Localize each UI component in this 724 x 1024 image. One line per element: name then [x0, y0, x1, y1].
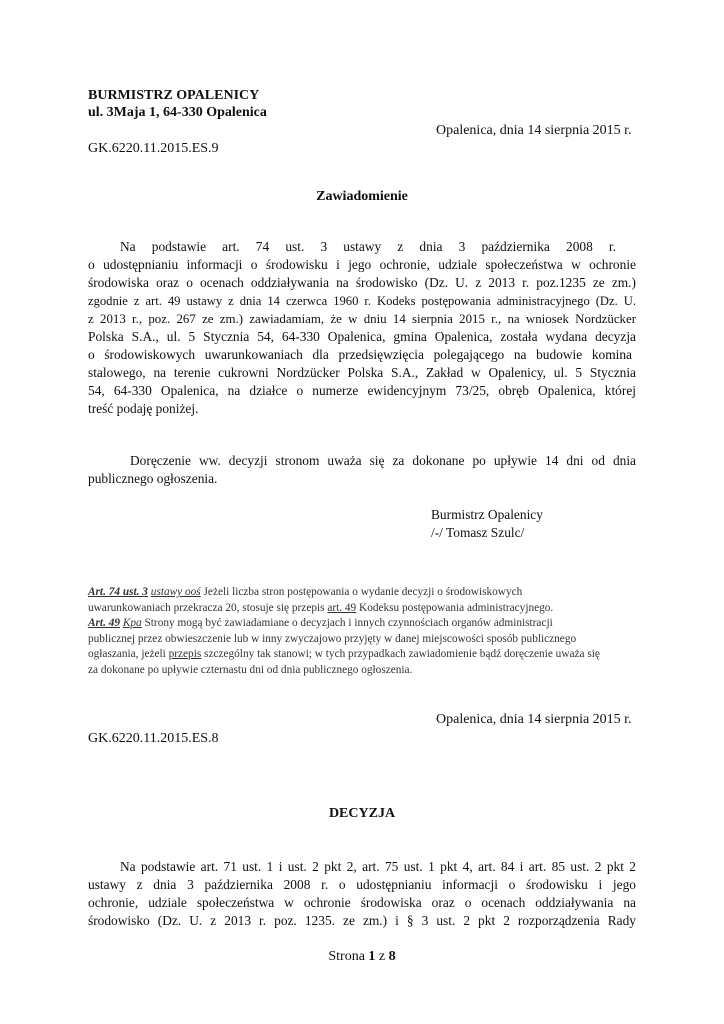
decision-place-date: Opalenica, dnia 14 sierpnia 2015 r.	[436, 712, 632, 727]
notice-line: środowiska oraz o ocenach oddziaływania na środowisko (Dz. U. z 2013 r. poz.1235 ze zm.)	[88, 275, 636, 290]
legal-note-1-text: Jeżeli liczba stron postępowania o wydanie decyzji o środowiskowych	[200, 586, 523, 598]
page-number-total: 8	[388, 949, 396, 964]
legal-note-2-text: Strony mogą być zawiadamiane o decyzjach i innych czynnościach organów administracji	[141, 617, 553, 629]
decision-line: środowisko (Dz. U. z 2013 r. poz. 1235. ze zm.) i § 3 ust. 2 pkt 2 rozporządzenia Rady	[88, 913, 636, 928]
decision-paragraph	[88, 858, 636, 930]
legal-note-2-line2: publicznej przez obwieszczenie lub w inny zwyczajowo przyjęty w danej miejscowości sposób publicznego	[88, 632, 577, 645]
authority-name: BURMISTRZ OPALENICY	[88, 88, 260, 103]
legal-note-1-link[interactable]: art. 49	[327, 601, 357, 614]
legal-note-2-ref[interactable]: Art. 49	[88, 617, 121, 629]
legal-note-2-act[interactable]: Kpa	[122, 617, 142, 629]
notice-line: o udostępnianiu informacji o środowisku i jego ochronie, udziale społeczeństwa w ochronie	[88, 257, 636, 272]
notice-paragraph	[88, 238, 636, 418]
legal-note-2-line3	[88, 647, 638, 663]
notice-line: 54, 64-330 Opalenica, na działce o numerze ewidencyjnym 73/25, obręb Opalenica, której	[88, 383, 636, 398]
decision-title: DECYZJA	[328, 806, 396, 821]
legal-note-2-link[interactable]: przepis	[168, 648, 202, 660]
legal-notes	[88, 585, 638, 678]
page-number-of: z	[378, 949, 386, 964]
notice-line: z 2013 r., poz. 267 ze zm.) zawiadamiam, że w dniu 14 sierpnia 2015 r., na wniosek Nordzücker	[88, 312, 636, 326]
notice-line: stalowego, na terenie cukrowni Nordzücker Polska S.A., Zakład w Opalenicy, ul. 5 Stycznia	[88, 365, 636, 380]
legal-note-2-text: ogłaszania, jeżeli	[88, 648, 169, 660]
notice-line: o środowiskowych uwarunkowaniach dla przedsięwzięcia polegającego na budowie komina	[88, 347, 632, 362]
notice-line: zgodnie z art. 49 ustawy z dnia 14 czerwca 1960 r. Kodeks postępowania administracyjnego (Dz. U.	[88, 294, 636, 308]
legal-note-1-text: uwarunkowaniach przekracza 20, stosuje się przepis	[88, 601, 328, 614]
legal-note-2-text: szczególny tak stanowi; w tych przypadkach zawiadomienie bądź doręczenie uważa się	[201, 648, 600, 660]
decision-line: ustawy z dnia 3 października 2008 r. o udostępnianiu informacji o środowisku i jego	[88, 877, 636, 892]
legal-note-1	[88, 585, 638, 601]
page-number	[88, 948, 636, 966]
decision-line: ochronie, udziale społeczeństwa w ochronie środowiska oraz o ocenach oddziaływania na	[88, 895, 636, 910]
decision-reference-number: GK.6220.11.2015.ES.8	[88, 731, 219, 746]
legal-note-1-act[interactable]: ustawy ooś	[150, 586, 201, 598]
notice-reference-number: GK.6220.11.2015.ES.9	[88, 141, 219, 156]
notice-place-date: Opalenica, dnia 14 sierpnia 2015 r.	[436, 123, 632, 138]
authority-address: ul. 3Maja 1, 64-330 Opalenica	[88, 105, 267, 120]
notice-line: Polska S.A., ul. 5 Stycznia 54, 64-330 Opalenica, gmina Opalenica, została wydana decyzja	[88, 329, 636, 344]
delivery-line: Doręczenie ww. decyzji stronom uważa się za dokonane po upływie 14 dni od dnia	[130, 453, 636, 468]
legal-note-2	[88, 616, 638, 632]
legal-note-1-ref[interactable]: Art. 74 ust. 3	[88, 586, 148, 598]
notice-line: Na podstawie art. 74 ust. 3 ustawy z dnia 3 października 2008 r.	[120, 239, 616, 254]
decision-line: Na podstawie art. 71 ust. 1 i ust. 2 pkt 2, art. 75 ust. 1 pkt 4, art. 84 i art. 85 ust. 2 pkt 2	[120, 859, 636, 874]
page-number-current: 1	[368, 949, 376, 964]
legal-note-1-line2	[88, 601, 638, 617]
signature-title: Burmistrz Opalenicy	[431, 507, 543, 522]
legal-note-2-line4: za dokonane po upływie czternastu dni od dnia publicznego ogłoszenia.	[88, 663, 413, 676]
delivery-paragraph	[88, 452, 636, 488]
delivery-line: publicznego ogłoszenia.	[88, 471, 218, 486]
legal-note-1-text: Kodeksu postępowania administracyjnego.	[356, 601, 554, 614]
notice-title: Zawiadomienie	[316, 189, 408, 204]
notice-line: treść podaję poniżej.	[88, 401, 199, 416]
signature-name: /-/ Tomasz Szulc/	[431, 525, 525, 540]
page-number-label: Strona	[328, 949, 365, 964]
